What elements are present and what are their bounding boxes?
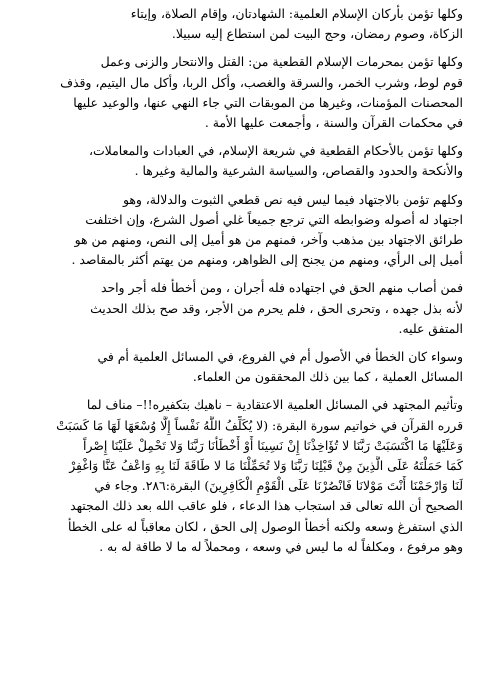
text-line: اجتهاد له أصوله وضوابطه التي ترجع جميعاً غلي أصول الشرع، وإن اختلفت bbox=[85, 211, 463, 227]
text-line: قوم لوط، وشرب الخمر، والسرقة والغصب، وأكل الربا، وأكل مال اليتيم، وقذف bbox=[60, 74, 463, 90]
text-line: لأنه بذل جهده ، وتحرى الحق ، فلم يحرم من الأجر، وقد صح بذلك الحديث bbox=[90, 300, 463, 316]
text-line: لَنَا وَارْحَمْنَا أَنْتَ مَوْلانَا فَانْصُرْنَا عَلَى الْقَوْمِ الْكَافِرِينَ) البقرة:٢٨٦. وجاء في bbox=[94, 478, 463, 494]
text-line: كَمَا حَمَلْتَهُ عَلَى الَّذِينَ مِنْ قَبْلِنَا رَبَّنَا وَلا تُحَمِّلْنَا مَا لا طَاقَةَ لَنَا بِهِ وَاعْفُ عَنَّا وَاغْفِرْ bbox=[69, 458, 463, 474]
text-line: الصحيح أن الله تعالى قد استجاب هذا الدعاء ، فلو عاقب الله بعد ذلك المجتهد bbox=[70, 498, 463, 514]
text-line: وكلها تؤمن بمحرمات الإسلام القطعية من: القتل والانتحار والزنى وعمل bbox=[100, 54, 463, 70]
paragraph-prohibitions bbox=[21, 52, 463, 133]
text-line: وَعَلَيْهَا مَا اكْتَسَبَتْ رَبَّنَا لا تُؤَاخِذْنَا إِنْ نَسِينَا أَوْ أَخْطَأْنَا رَبَّنَا وَلا تَحْمِلْ عَلَيْنَا إِصْراً bbox=[83, 437, 463, 453]
text-line: فمن أصاب منهم الحق في اجتهاده فله أجران ، ومن أخطأ فله أجر واحد bbox=[100, 280, 463, 296]
text-line: وهو مرفوع ، ومكلفاً له ما ليس في وسعه ، ومحملاً له ما لا طاقة له به . bbox=[99, 538, 463, 554]
paragraph-pillars bbox=[21, 4, 463, 44]
text-line: وكلهم تؤمن بالاجتهاد فيما ليس فيه نص قطعي الثبوت والدلالة، وهو bbox=[122, 191, 463, 207]
text-line: طرائق الاجتهاد بين مذهب وآخر، فمنهم من هو أميل إلى النص، ومنهم من هو bbox=[74, 232, 463, 248]
text-line: وكلها تؤمن بأركان الإسلام العلمية: الشهادتان، وإقام الصلاة، وإيتاء bbox=[130, 6, 463, 21]
text-line: قرره القرآن في خواتيم سورة البقرة: (لا يُكَلِّفُ اللَّهُ نَفْساً إِلَّا وُسْعَهَا لَهَا مَا كَسَبَتْ bbox=[56, 417, 463, 433]
text-line: المحصنات المؤمنات، وغيرها من الموبقات التي جاء النهي عنها، والوعيد عليها bbox=[73, 94, 463, 110]
text-line: المسائل العملية ، كما بين ذلك المحققون من العلماء. bbox=[192, 369, 463, 385]
paragraph-error-scope bbox=[21, 347, 463, 387]
text-line: وكلها تؤمن بالأحكام القطعية في شريعة الإسلام، في العبادات والمعاملات، bbox=[89, 143, 463, 159]
paragraph-rulings bbox=[21, 141, 463, 181]
text-line: الزكاة، وصوم رمضان، وحج البيت لمن استطاع إليه سبيلا. bbox=[171, 26, 463, 42]
paragraph-quran-verse bbox=[21, 395, 463, 557]
paragraph-reward bbox=[21, 278, 463, 339]
text-line: في محكمات القرآن والسنة ، وأجمعت عليها الأمة . bbox=[204, 115, 463, 131]
text-line: أميل إلى الرأي، ومنهم من يجنح إلى الظواهر، ومنهم من يهتم أكثر بالمقاصد . bbox=[71, 252, 463, 268]
text-line: الذي استفرغ وسعه ولكنه أخطأ الوصول إلى الحق ، لكان معاقباً له على الخطأ bbox=[67, 518, 463, 534]
text-line: وسواء كان الخطأ في الأصول أم في الفروع، في المسائل العلمية أم في bbox=[97, 349, 463, 365]
text-line: وتأثيم المجتهد في المسائل العلمية الاعتقادية – ناهيك بتكفيره!!– مناف لما bbox=[86, 397, 463, 413]
text-line: المتفق عليه. bbox=[398, 320, 463, 336]
text-line: والأنكحة والحدود والقصاص، والسياسة الشرعية والمالية وغيرها . bbox=[134, 163, 463, 179]
paragraph-ijtihad bbox=[21, 190, 463, 271]
